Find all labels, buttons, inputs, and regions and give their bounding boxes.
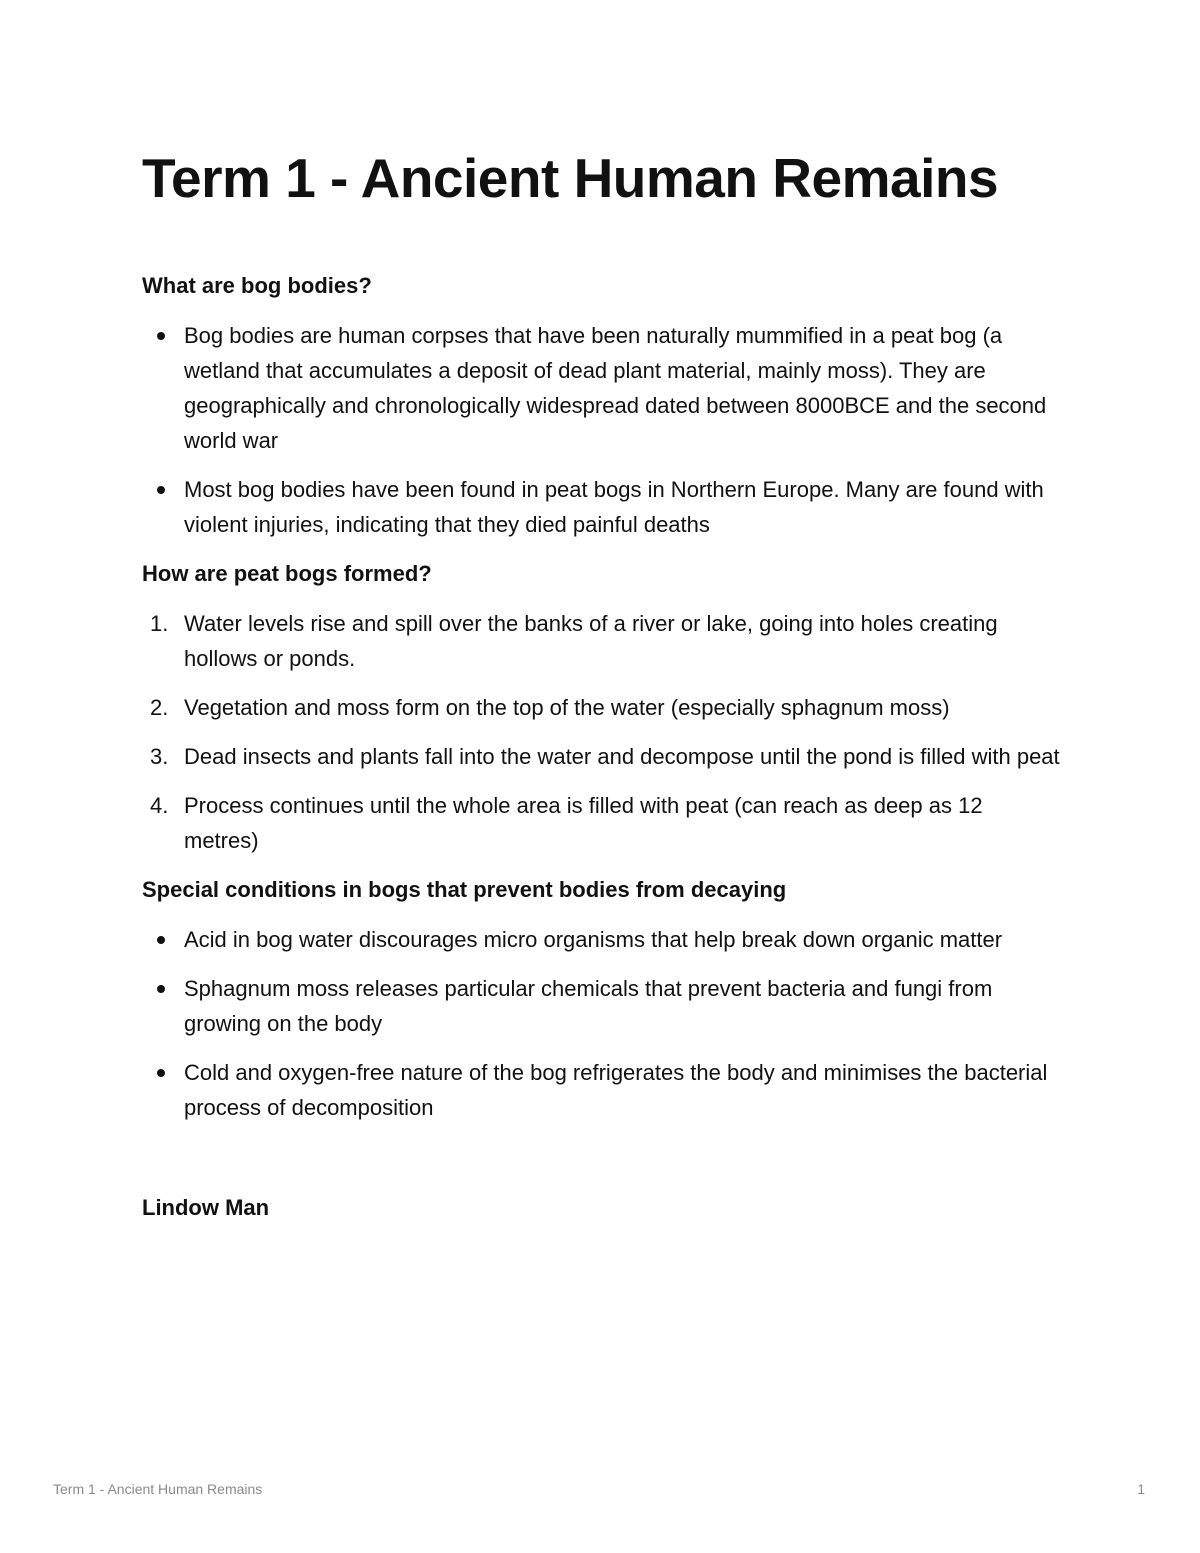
bullet-icon — [157, 486, 165, 494]
footer-title: Term 1 - Ancient Human Remains — [53, 1481, 263, 1497]
list-item-text: Sphagnum moss releases particular chemicals that prevent bacteria and fungi from growing on the body — [184, 976, 993, 1036]
list-item-text: Bog bodies are human corpses that have been naturally mummified in a peat bog (a wetland that accumulates a deposit of dead plant material, mainly moss). They are geographically and chronologically widespread dated between 8000BCE and the second world war — [184, 323, 1047, 453]
list-item-text: Most bog bodies have been found in peat bogs in Northern Europe. Many are found with violent injuries, indicating that they died painful deaths — [184, 477, 1044, 537]
special-conditions-list — [142, 922, 1062, 1125]
bullet-icon — [157, 985, 165, 993]
peat-bog-formation-steps — [142, 606, 1062, 858]
list-item-text: Water levels rise and spill over the banks of a river or lake, going into holes creating hollows or ponds. — [184, 611, 998, 671]
step-number: 4. — [150, 793, 169, 818]
bullet-icon — [157, 1069, 165, 1077]
step-number: 3. — [150, 744, 169, 769]
bullet-icon — [157, 332, 165, 340]
page-content — [142, 143, 1062, 1224]
section-heading-special-conditions: Special conditions in bogs that prevent bodies from decaying — [142, 877, 787, 902]
page-footer — [0, 1479, 1200, 1499]
list-item — [142, 971, 1062, 1041]
list-item — [142, 1055, 1062, 1125]
bog-bodies-list — [142, 318, 1062, 542]
list-item — [142, 472, 1062, 542]
step-number: 2. — [150, 695, 169, 720]
list-item — [142, 690, 1062, 725]
list-item-text: Dead insects and plants fall into the water and decompose until the pond is filled with peat — [184, 744, 1060, 769]
list-item-text: Acid in bog water discourages micro organisms that help break down organic matter — [184, 927, 1003, 952]
step-number: 1. — [150, 611, 169, 636]
section-heading-bog-bodies: What are bog bodies? — [142, 273, 372, 298]
list-item-text: Vegetation and moss form on the top of the water (especially sphagnum moss) — [184, 695, 950, 720]
list-item — [142, 922, 1062, 957]
section-heading-peat-bogs-formed: How are peat bogs formed? — [142, 561, 432, 586]
list-item — [142, 606, 1062, 676]
list-item-text: Process continues until the whole area is filled with peat (can reach as deep as 12 metres) — [184, 793, 983, 853]
page-title: Term 1 - Ancient Human Remains — [142, 147, 999, 209]
list-item-text: Cold and oxygen-free nature of the bog refrigerates the body and minimises the bacterial process of decomposition — [184, 1060, 1048, 1120]
section-heading-lindow-man: Lindow Man — [142, 1195, 270, 1220]
list-item — [142, 788, 1062, 858]
bullet-icon — [157, 936, 165, 944]
list-item — [142, 739, 1062, 774]
list-item — [142, 318, 1062, 458]
page-number: 1 — [1137, 1481, 1145, 1497]
